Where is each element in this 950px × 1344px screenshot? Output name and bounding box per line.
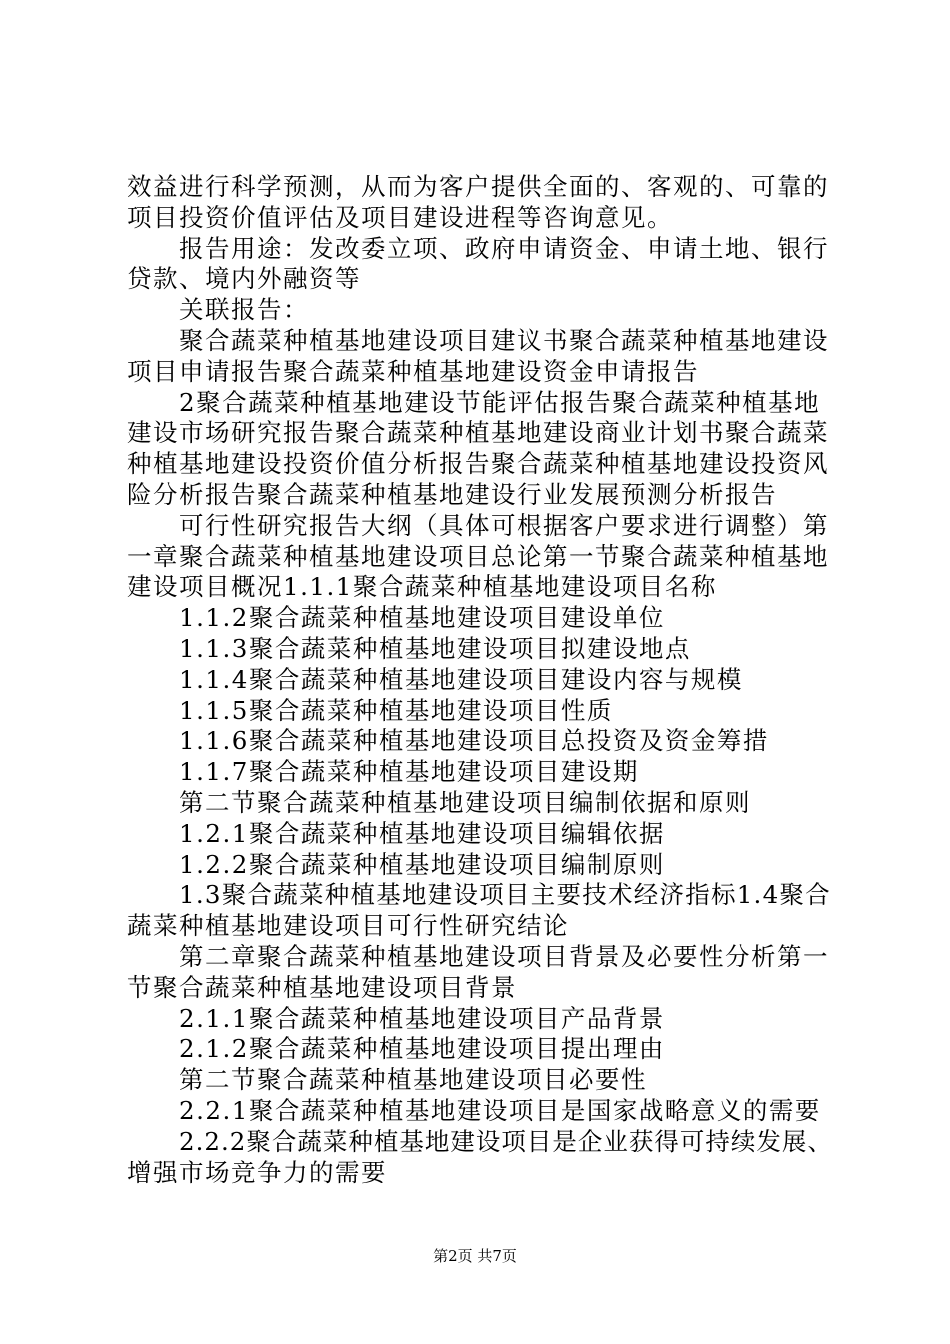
text-line: 增强市场竞争力的需要 xyxy=(127,1157,387,1187)
text-line: 1.1.3聚合蔬菜种植基地建设项目拟建设地点 xyxy=(179,633,691,663)
page-footer xyxy=(0,1246,950,1266)
text-line: 建设市场研究报告聚合蔬菜种植基地建设商业计划书聚合蔬菜 xyxy=(127,418,829,448)
text-line: 蔬菜种植基地建设项目可行性研究结论 xyxy=(127,911,569,941)
text-line: 聚合蔬菜种植基地建设项目建议书聚合蔬菜种植基地建设 xyxy=(179,325,829,355)
text-line: 1.1.5聚合蔬菜种植基地建设项目性质 xyxy=(179,695,613,725)
text-line: 第二节聚合蔬菜种植基地建设项目编制依据和原则 xyxy=(179,787,751,817)
text-line: 2.2.1聚合蔬菜种植基地建设项目是国家战略意义的需要 xyxy=(179,1095,821,1125)
text-line: 可行性研究报告大纲（具体可根据客户要求进行调整）第 xyxy=(179,510,829,540)
text-line: 节聚合蔬菜种植基地建设项目背景 xyxy=(127,972,517,1002)
text-line: 1.1.4聚合蔬菜种植基地建设项目建设内容与规模 xyxy=(179,664,743,694)
text-line: 报告用途：发改委立项、政府申请资金、申请土地、银行 xyxy=(179,233,829,263)
text-line: 2.1.1聚合蔬菜种植基地建设项目产品背景 xyxy=(179,1003,665,1033)
text-line: 1.2.2聚合蔬菜种植基地建设项目编制原则 xyxy=(179,849,665,879)
text-line: 1.3聚合蔬菜种植基地建设项目主要技术经济指标1.4聚合 xyxy=(179,880,831,910)
text-line: 建设项目概况1.1.1聚合蔬菜种植基地建设项目名称 xyxy=(127,572,717,602)
text-line: 一章聚合蔬菜种植基地建设项目总论第一节聚合蔬菜种植基地 xyxy=(127,541,829,571)
text-line: 项目申请报告聚合蔬菜种植基地建设资金申请报告 xyxy=(127,356,699,386)
text-line: 2聚合蔬菜种植基地建设节能评估报告聚合蔬菜种植基地 xyxy=(179,387,821,417)
text-line: 1.2.1聚合蔬菜种植基地建设项目编辑依据 xyxy=(179,818,665,848)
text-line: 第二章聚合蔬菜种植基地建设项目背景及必要性分析第一 xyxy=(179,941,829,971)
text-line: 第二节聚合蔬菜种植基地建设项目必要性 xyxy=(179,1065,647,1095)
text-line: 险分析报告聚合蔬菜种植基地建设行业发展预测分析报告 xyxy=(127,479,777,509)
text-line: 种植基地建设投资价值分析报告聚合蔬菜种植基地建设投资风 xyxy=(127,449,829,479)
text-line: 关联报告： xyxy=(179,295,309,325)
page-number: 第2页 共7页 xyxy=(433,1247,517,1265)
text-line: 2.2.2聚合蔬菜种植基地建设项目是企业获得可持续发展、 xyxy=(179,1126,833,1156)
text-line: 2.1.2聚合蔬菜种植基地建设项目提出理由 xyxy=(179,1034,665,1064)
text-line: 1.1.2聚合蔬菜种植基地建设项目建设单位 xyxy=(179,603,665,633)
text-line: 效益进行科学预测，从而为客户提供全面的、客观的、可靠的 xyxy=(127,172,829,201)
text-line: 项目投资价值评估及项目建设进程等咨询意见。 xyxy=(127,202,673,232)
text-line: 1.1.7聚合蔬菜种植基地建设项目建设期 xyxy=(179,757,639,787)
document-body xyxy=(127,172,833,1188)
text-line: 贷款、境内外融资等 xyxy=(127,264,361,294)
text-line: 1.1.6聚合蔬菜种植基地建设项目总投资及资金筹措 xyxy=(179,726,769,756)
